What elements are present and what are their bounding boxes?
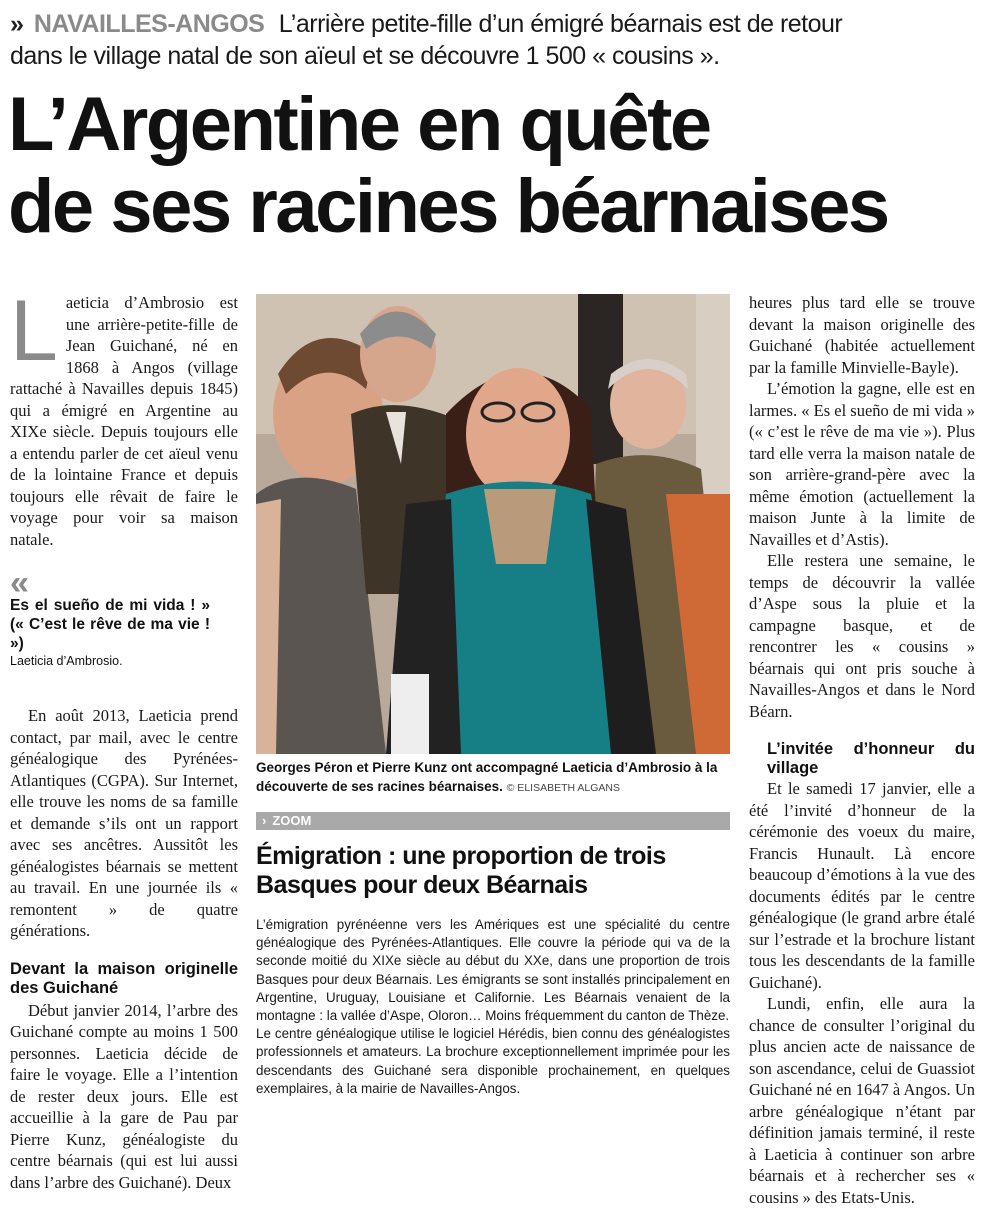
- subhead-2: L’invitée d’honneur du village: [767, 740, 975, 777]
- paragraph-3: Début janvier 2014, l’arbre des Guichané compte au moins 1 500 personnes. Laeticia décide de faire le voyage. Elle a l’intention de rester deux jours. Elle est accueillie à la gare de Pau par Pierre Kunz, généalogiste du centre béarnais (qui est lui aussi dans l’arbre des Guichané). Deux: [10, 1000, 238, 1192]
- col3-paragraph-2: L’émotion la gagne, elle est en larmes. « Es el sueño de mi vida » (« c’est le rêve de ma vie »). Plus tard elle verra la maison natale de son arrière-grand-père avec la même émotion (actuellement la maison Junte à la limite de Navailles et d’Astis).: [749, 379, 975, 549]
- caption-text: Georges Péron et Pierre Kunz ont accompagné Laeticia d’Ambrosio à la découverte de ses racines béarnaises.: [256, 760, 718, 794]
- chevron-right-icon: ›: [262, 813, 267, 828]
- col3-paragraph-1: heures plus tard elle se trouve devant la maison originelle des Guichané (habitée actuellement par la famille Minvielle-Bayle).: [749, 293, 975, 377]
- col3-paragraph-5: Lundi, enfin, elle aura la chance de consulter l’original du plus ancien acte de naissance de son ascendance, celui de Guassiot Guichané né en 1647 à Angos. Un arbre généalogique n’étant par définition jamais terminé, il reste à Laeticia à continuer son arbre béarnais et à rechercher ses « cousins » des Etats-Unis.: [749, 994, 975, 1207]
- kicker-line1: L’arrière petite-fille d’un émigré béarnais est de retour: [278, 10, 843, 38]
- pull-quote: [10, 564, 238, 669]
- col3-paragraph-4: Et le samedi 17 janvier, elle a été l’invité d’honneur de la cérémonie des voeux du maire, Francis Hunault. Là encore beaucoup d’émotions à la vue des documents édités par le centre généalogique (le grand arbre étalé sur l’estrade et la brochure listant tous les descendants de la famille Guichané).: [749, 779, 975, 992]
- kicker-line2: dans le village natal de son aïeul et se découvre 1 500 « cousins ».: [10, 42, 720, 70]
- kicker-place: NAVAILLES-ANGOS: [33, 10, 265, 38]
- photo-credit: © ELISABETH ALGANS: [506, 782, 621, 794]
- column-3: [749, 292, 975, 1208]
- article-photo: [256, 294, 730, 754]
- zoom-label: ZOOM: [272, 813, 312, 828]
- headline: [8, 84, 993, 248]
- paragraph-2: En août 2013, Laeticia prend contact, par mail, avec le centre généalogique des Pyrénées-Atlantiques (CGPA). Sur Internet, elle trouve les noms de sa famille et demande s’ils ont un rapport avec ses ancêtres. Aussitôt les généalogistes béarnais se mettent au travail. En une journée ils « remontent » de quatre générations.: [10, 706, 238, 940]
- quote-mark-icon: «: [10, 564, 29, 602]
- kicker: [10, 8, 990, 72]
- headline-line2: de ses racines béarnaises: [8, 164, 888, 249]
- zoom-body: [256, 916, 730, 1098]
- headline-line1: L’Argentine en quête: [8, 82, 710, 167]
- zoom-paragraph-1: L’émigration pyrénéenne vers les Amériques est une spécialité du centre généalogique des Pyrénées-Atlantiques. Elle couvre la période qui va de la seconde moitié du XIXe siècle au début du XXe, dans une proportion de trois Basques pour deux Béarnais. Les émigrants se sont installés principalement en Argentine, Uruguay, Louisiane et Californie. Les Béarnais venaient de la montagne : la vallée d’Aspe, Oloron… Moins fréquemment du canton de Thèze.: [256, 917, 730, 1024]
- photo-caption: [256, 758, 730, 798]
- drop-cap: L: [10, 283, 58, 379]
- zoom-bar: [256, 812, 730, 830]
- col3-paragraph-3: Elle restera une semaine, le temps de découvrir la vallée d’Aspe sous la pluie et la campagne basque, et de rencontrer les « cousins » béarnais qui ont pris souche à Navailles-Angos et dans le Nord Béarn.: [749, 551, 975, 721]
- quote-author: Laeticia d’Ambrosio.: [10, 654, 123, 668]
- zoom-headline: Émigration : une proportion de trois Basques pour deux Béarnais: [256, 842, 666, 899]
- intro-paragraph: [10, 283, 238, 550]
- intro-text: aeticia d’Ambrosio est une arrière-petite-fille de Jean Guichané, né en 1868 à Angos (village rattaché à Navailles depuis 1845) qui a émigré en Argentine au XIXe siècle. Depuis toujours elle a entendu parler de cet aïeul venu de la lointaine France et depuis toujours elle rêvait de faire le voyage pour voir sa maison natale.: [10, 293, 238, 549]
- zoom-paragraph-2: Le centre généalogique utilise le logiciel Hérédis, bien connu des généalogistes professionnels et amateurs. La brochure exceptionnellement imprimée pour les descendants des Guichané sera disponible prochainement, en quelques exemplaires, à la mairie de Navailles-Angos.: [256, 1026, 730, 1096]
- column-1: [10, 283, 238, 1193]
- double-chevron-icon: »: [10, 10, 24, 38]
- subhead-1: Devant la maison originelle des Guichané: [10, 959, 238, 997]
- quote-text: Es el sueño de mi vida ! » (« C’est le rêve de ma vie ! »): [10, 597, 210, 652]
